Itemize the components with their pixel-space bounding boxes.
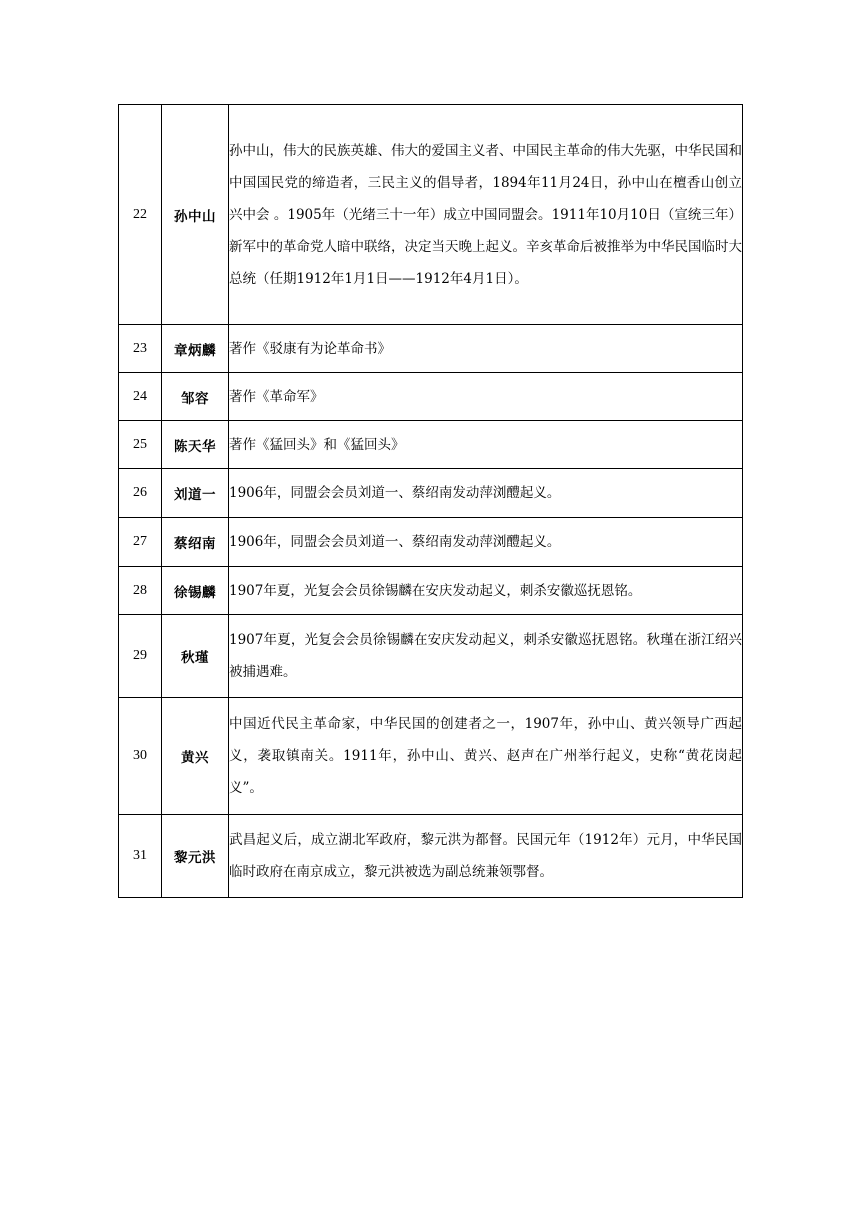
row-number: 22 (119, 105, 162, 325)
row-number: 28 (119, 567, 162, 615)
person-description: 武昌起义后，成立湖北军政府，黎元洪为都督。民国元年（1912年）元月，中华民国临时政府在南京成立，黎元洪被选为副总统兼领鄂督。 (229, 815, 743, 898)
table-row (119, 421, 743, 469)
table-row (119, 698, 743, 815)
row-number: 23 (119, 325, 162, 373)
person-name: 刘道一 (162, 469, 229, 518)
row-number: 26 (119, 469, 162, 518)
person-name: 黎元洪 (162, 815, 229, 898)
row-number: 31 (119, 815, 162, 898)
row-number: 30 (119, 698, 162, 815)
person-name: 陈天华 (162, 421, 229, 469)
person-name: 黄兴 (162, 698, 229, 815)
person-description: 孙中山，伟大的民族英雄、伟大的爱国主义者、中国民主革命的伟大先驱，中华民国和中国国民党的缔造者，三民主义的倡导者，1894年11月24日，孙中山在檀香山创立兴中会 。1905年（光绪三十一年）成立中国同盟会。1911年10月10日（宣统三年）新军中的革命党人暗中联络，决定当天晚上起义。辛亥革命后被推举为中华民国临时大总统（任期1912年1月1日——1912年4月1日）。 (229, 105, 743, 325)
person-description: 1906年，同盟会会员刘道一、蔡绍南发动萍浏醴起义。 (229, 469, 743, 518)
person-name: 徐锡麟 (162, 567, 229, 615)
table-row (119, 325, 743, 373)
person-name: 章炳麟 (162, 325, 229, 373)
table-row (119, 518, 743, 567)
row-number: 27 (119, 518, 162, 567)
person-description: 1907年夏，光复会会员徐锡麟在安庆发动起义，刺杀安徽巡抚恩铭。 (229, 567, 743, 615)
person-name: 秋瑾 (162, 615, 229, 698)
person-description: 著作《革命军》 (229, 373, 743, 421)
person-name: 蔡绍南 (162, 518, 229, 567)
person-description: 著作《猛回头》和《猛回头》 (229, 421, 743, 469)
person-description: 1906年，同盟会会员刘道一、蔡绍南发动萍浏醴起义。 (229, 518, 743, 567)
person-name: 邹容 (162, 373, 229, 421)
person-description: 中国近代民主革命家，中华民国的创建者之一，1907年，孙中山、黄兴领导广西起义，袭取镇南关。1911年，孙中山、黄兴、赵声在广州举行起义，史称“黄花岗起义”。 (229, 698, 743, 815)
row-number: 25 (119, 421, 162, 469)
table-row (119, 615, 743, 698)
table-row (119, 469, 743, 518)
table-row (119, 567, 743, 615)
row-number: 24 (119, 373, 162, 421)
historical-figures-table (118, 104, 743, 898)
table-row (119, 815, 743, 898)
person-description: 著作《驳康有为论革命书》 (229, 325, 743, 373)
person-description: 1907年夏，光复会会员徐锡麟在安庆发动起义，刺杀安徽巡抚恩铭。秋瑾在浙江绍兴被捕遇难。 (229, 615, 743, 698)
table-row (119, 105, 743, 325)
table-row (119, 373, 743, 421)
row-number: 29 (119, 615, 162, 698)
person-name: 孙中山 (162, 105, 229, 325)
